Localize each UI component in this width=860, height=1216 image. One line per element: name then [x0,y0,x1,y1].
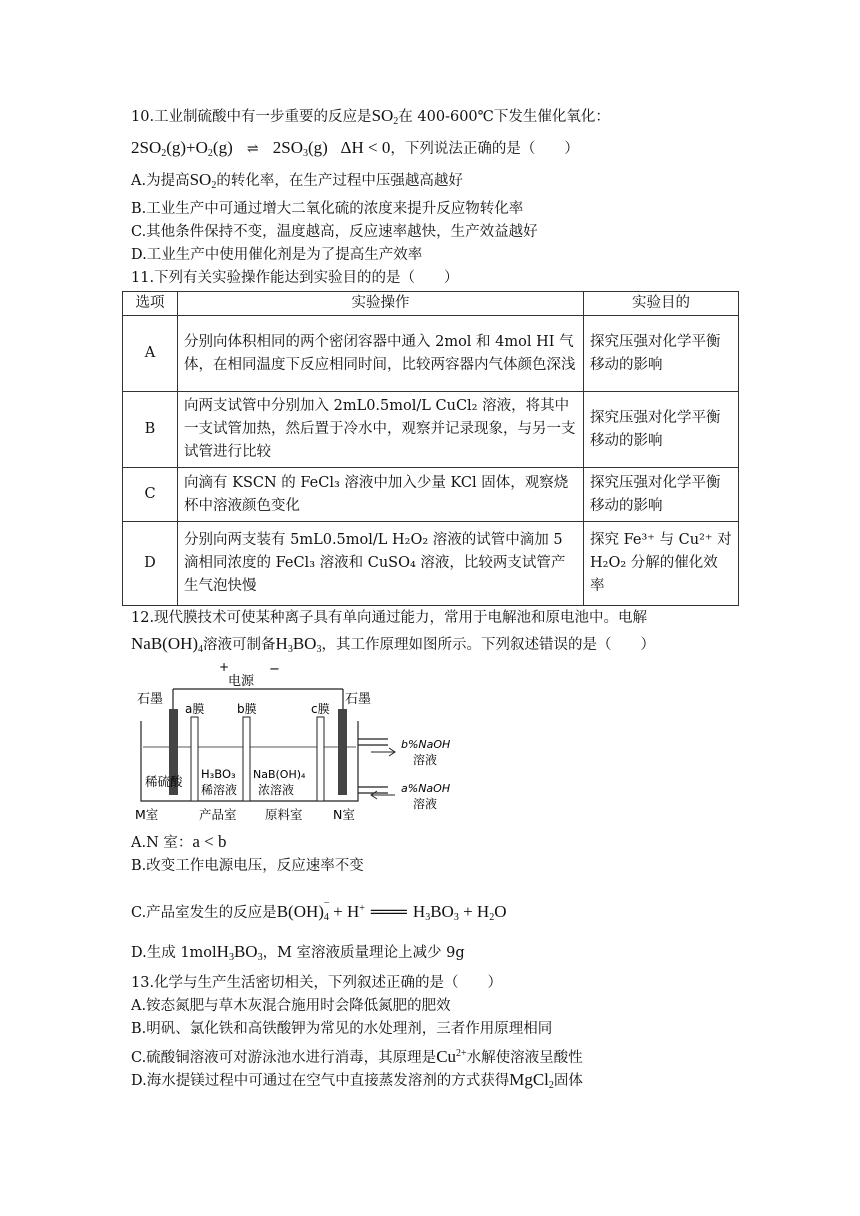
table-header-row [123,292,739,316]
membrane-c [317,717,324,801]
q12-option-d: D.生成 $1molH_3BO_3$，M 室溶液质量理论上减少 9g [131,942,465,963]
q12-option-b: B.改变工作电源电压，反应速率不变 [131,858,364,874]
header-goal: 实验目的 [584,292,739,316]
svg-text:−: − [269,662,280,677]
svg-text:a膜: a膜 [185,702,205,716]
svg-text:石墨: 石墨 [345,692,372,707]
q10-equation: $2SO_2(g)+O_2(g)$ ⇌ $2SO_3(g) \Delta H < 0$，下列说法正确的是（ ） [131,138,579,159]
q12-stem-2: $NaB(OH)_4$溶液可制备$H_3BO_3$，其工作原理如图所示。下列叙述错误的是（ ） [131,634,655,655]
q12-option-a: A.N 室：a < b [131,832,227,851]
outflow-arrow-icon [371,748,395,756]
inflow-arrow-icon [371,791,395,799]
svg-text:石墨: 石墨 [137,692,164,707]
q10-option-a: A.为提高$SO_2$的转化率，在生产过程中压强越高越好 [131,170,463,191]
table-row: C 向滴有 KSCN 的 FeCl₃ 溶液中加入少量 KCl 固体，观察烧杯中溶液颜色变化 探究压强对化学平衡移动的影响 [123,468,739,522]
svg-text:b膜: b膜 [237,702,257,716]
header-option: 选项 [123,292,178,316]
so2-formula: $SO_2$ [371,106,399,127]
q11-table [122,291,739,606]
table-row: D 分别向两支装有 5mL0.5mol/L H₂O₂ 溶液的试管中滴加 5 滴相同浓度的 FeCl₃ 溶液和 CuSO₄ 溶液，比较两支试管产生气泡快慢 探究 Fe³⁺ 与 Cu²⁺ 对 H₂O₂ 分解的催化效率 [123,522,739,606]
q12-option-c: C.产品室发生的反应是B(OH) − $_4$ + H+ ═══ $H_3BO_3 + H_2O$ [131,898,507,923]
q11-stem: 11.下列有关实验操作能达到实验目的的是（ ） [131,270,459,286]
svg-text:溶液: 溶液 [413,797,438,811]
electrolysis-diagram [133,661,473,826]
equilibrium-arrow-icon: ⇌ [246,142,259,157]
svg-text:稀溶液: 稀溶液 [201,783,238,797]
svg-text:NaB(OH)₄: NaB(OH)₄ [253,768,306,781]
header-operation: 实验操作 [178,292,584,316]
membrane-b [243,717,250,801]
svg-text:H₃BO₃: H₃BO₃ [201,767,236,781]
svg-text:c膜: c膜 [311,702,330,716]
svg-text:浓溶液: 浓溶液 [258,783,295,797]
q13-option-b: B.明矾、氯化铁和高铁酸钾为常见的水处理剂，三者作用原理相同 [131,1021,553,1037]
svg-text:+: + [219,661,230,674]
svg-text:M室: M室 [135,807,159,822]
svg-text:N室: N室 [333,807,355,822]
q13-option-c: C.硫酸铜溶液可对游泳池水进行消毒，其原理是$Cu^{2+}$水解使溶液呈酸性 [131,1047,583,1066]
q13-option-a: A.铵态氮肥与草木灰混合施用时会降低氮肥的肥效 [131,998,451,1014]
table-row: B 向两支试管中分别加入 2mL0.5mol/L CuCl₂ 溶液，将其中一支试管加热，然后置于冷水中，观察并记录现象，与另一支试管进行比较 探究压强对化学平衡移动的影响 [123,392,739,468]
q10-option-d: D.工业生产中使用催化剂是为了提高生产效率 [131,247,423,263]
q12-stem-1: 12.现代膜技术可使某种离子具有单向通过能力，常用于电解池和原电池中。电解 [131,610,648,626]
table-row: A 分别向体积相同的两个密闭容器中通入 2mol 和 4mol HI 气体，在相同温度下反应相同时间，比较两容器内气体颜色深浅 探究压强对化学平衡移动的影响 [123,316,739,392]
svg-text:a%NaOH: a%NaOH [401,782,451,795]
reaction-equation: $2SO_2(g)+O_2(g)$ ⇌ $2SO_3(g) \Delta H < 0$ [131,138,391,159]
right-electrode [338,709,347,795]
q10-option-c: C.其他条件保持不变，温度越高，反应速率越快，生产效益越好 [131,224,538,240]
q13-stem: 13.化学与生产生活密切相关，下列叙述正确的是（ ） [131,975,503,991]
svg-text:原料室: 原料室 [265,807,303,822]
membrane-a [191,717,198,801]
equals-icon: ═══ [370,902,407,921]
q10-option-b: B.工业生产中可通过增大二氧化硫的浓度来提升反应物转化率 [131,201,524,217]
product-reaction-equation: B(OH) − $_4$ + H+ ═══ $H_3BO_3 + H_2O$ [276,898,507,923]
svg-text:稀硫酸: 稀硫酸 [145,774,183,789]
svg-text:产品室: 产品室 [199,807,237,822]
svg-text:电源: 电源 [228,674,255,689]
svg-text:b%NaOH: b%NaOH [401,738,451,751]
q13-option-d: D.海水提镁过程中可通过在空气中直接蒸发溶剂的方式获得MgCl$_2$固体 [131,1070,583,1091]
svg-text:溶液: 溶液 [413,753,438,767]
q10-stem: 10.工业制硫酸中有一步重要的反应是$SO_2$在 400-600℃下发生催化氧化： [131,106,610,127]
